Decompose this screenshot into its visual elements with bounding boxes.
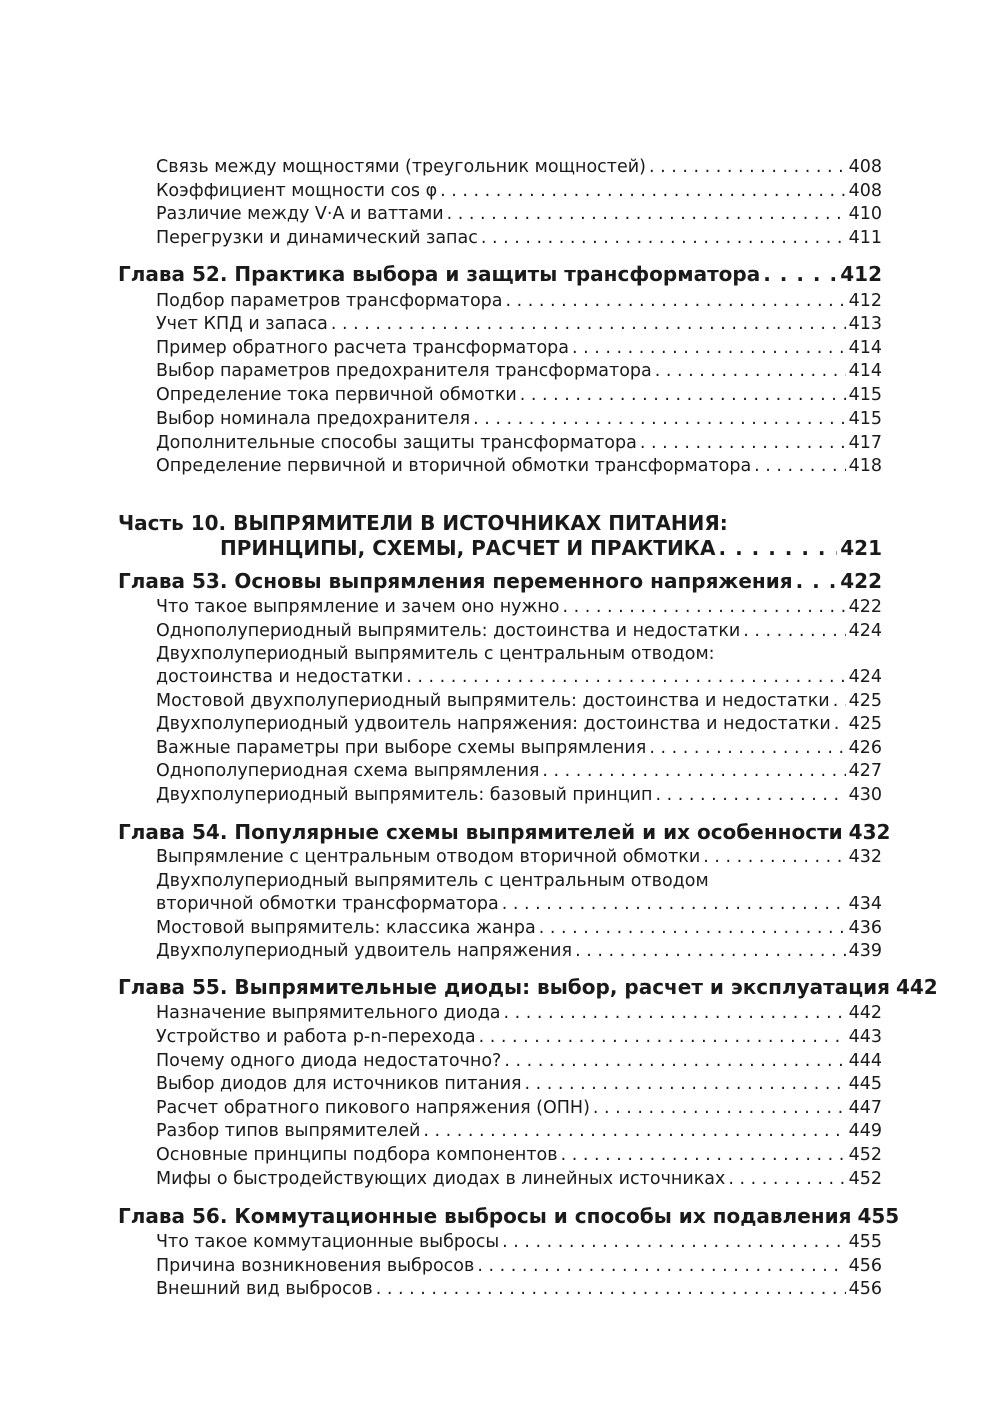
entry-title: Назначение выпрямительного диода	[156, 1003, 501, 1023]
part-10-title-line1: Часть 10. ВЫПРЯМИТЕЛИ В ИСТОЧНИКАХ ПИТАНИЯ:	[118, 511, 728, 535]
toc-entry[interactable]	[156, 432, 882, 456]
entry-title: достоинства и недостатки	[156, 667, 404, 687]
toc-entry[interactable]	[156, 1097, 882, 1121]
leader-dots	[477, 1255, 845, 1279]
entry-page: 444	[848, 1051, 882, 1071]
chapter-page: 455	[857, 1204, 900, 1228]
entry-page: 411	[848, 228, 882, 248]
entry-title: Определение первичной и вторичной обмотки трансформатора	[156, 456, 752, 476]
leader-dots	[447, 203, 846, 227]
toc-entry[interactable]	[156, 893, 882, 917]
entry-page: 447	[848, 1098, 882, 1118]
leader-dots	[502, 893, 846, 917]
chapter-title: Глава 54. Популярные схемы выпрямителей и их особенности	[118, 820, 843, 844]
toc-entry[interactable]	[156, 760, 882, 784]
entry-title: Мифы о быстродействующих диодах в линейных источниках	[156, 1169, 726, 1189]
leader-dots	[520, 384, 846, 408]
entry-title: Что такое коммутационные выбросы	[156, 1232, 500, 1252]
entry-page: 425	[848, 714, 882, 734]
toc-entry[interactable]	[156, 620, 882, 644]
entry-page: 456	[848, 1256, 882, 1276]
leader-dots	[728, 1168, 845, 1192]
chapter-53-heading[interactable]	[118, 568, 882, 594]
entry-page: 414	[848, 361, 882, 381]
toc-entry[interactable]	[156, 384, 882, 408]
entry-title: Определение тока первичной обмотки	[156, 385, 517, 405]
entry-title: Выбор диодов для источников питания	[156, 1074, 522, 1094]
entry-page: 422	[848, 597, 882, 617]
entry-title: Коэффициент мощности cos φ	[156, 181, 438, 201]
entry-title: Мостовой двухполупериодный выпрямитель: достоинства и недостатки	[156, 691, 830, 711]
entry-page: 427	[848, 761, 882, 781]
toc-entry[interactable]	[156, 203, 882, 227]
toc-entry[interactable]	[156, 713, 882, 737]
chapter-54-heading[interactable]	[118, 819, 891, 845]
entry-title: вторичной обмотки трансформатора	[156, 894, 499, 914]
entry-page: 424	[848, 621, 882, 641]
toc-entry[interactable]	[156, 1144, 882, 1168]
entry-page: 439	[848, 941, 882, 961]
leader-dots	[754, 455, 845, 479]
leader-dots	[562, 596, 845, 620]
chapter-title: Глава 55. Выпрямительные диоды: выбор, расчет и эксплуатация	[118, 975, 890, 999]
toc-entry[interactable]	[156, 666, 882, 690]
chapter-title: Глава 52. Практика выбора и защиты трансформатора	[118, 262, 761, 286]
toc-entry[interactable]	[156, 156, 882, 180]
leader-dots	[479, 1026, 846, 1050]
entry-title: Устройство и работа p-n-перехода	[156, 1027, 476, 1047]
toc-entry[interactable]	[156, 1231, 882, 1255]
entry-page: 413	[848, 314, 882, 334]
toc-entry[interactable]	[156, 1050, 882, 1074]
entry-page: 442	[848, 1003, 882, 1023]
entry-title: Выпрямление с центральным отводом вторичной обмотки	[156, 847, 701, 867]
toc-entry[interactable]	[156, 290, 882, 314]
entry-page: 425	[848, 691, 882, 711]
entry-page: 415	[848, 385, 882, 405]
entry-page: 418	[848, 456, 882, 476]
entry-page: 410	[848, 204, 882, 224]
chapter-page: 412	[840, 262, 882, 286]
chapter-56-heading[interactable]	[118, 1203, 900, 1229]
leader-dots	[703, 846, 845, 870]
chapter-55-heading[interactable]	[118, 974, 938, 1000]
leader-dots	[406, 666, 845, 690]
toc-entry[interactable]	[156, 846, 882, 870]
leader-dots	[503, 1002, 845, 1026]
entry-title: Расчет обратного пикового напряжения (ОПН)	[156, 1098, 590, 1118]
leader-dots	[796, 568, 838, 594]
entry-title: Почему одного диода недостаточно?	[156, 1051, 502, 1071]
entry-title: Двухполупериодный выпрямитель: базовый принцип	[156, 785, 653, 805]
leader-dots	[473, 408, 845, 432]
entry-page: 449	[848, 1121, 882, 1141]
entry-title: Внешний вид выбросов	[156, 1279, 373, 1299]
part-title-line2: ПРИНЦИПЫ, СХЕМЫ, РАСЧЕТ И ПРАКТИКА	[220, 536, 716, 560]
toc-entry[interactable]	[156, 408, 882, 432]
leader-dots	[743, 620, 845, 644]
entry-page: 412	[848, 291, 882, 311]
toc-entry[interactable]	[156, 455, 882, 479]
leader-dots	[833, 690, 846, 714]
entry-page: 430	[848, 785, 882, 805]
entry-title: Учет КПД и запаса	[156, 314, 328, 334]
leader-dots	[649, 737, 845, 761]
entry-title: Однополупериодный выпрямитель: достоинства и недостатки	[156, 621, 741, 641]
chapter-52-heading[interactable]	[118, 261, 882, 287]
leader-dots	[506, 290, 846, 314]
leader-dots	[542, 760, 845, 784]
part-10-heading[interactable]	[220, 535, 882, 561]
part-page: 421	[840, 536, 882, 560]
toc-entry[interactable]	[156, 227, 882, 251]
toc-entry[interactable]	[156, 337, 882, 361]
leader-dots	[640, 432, 846, 456]
leader-dots	[561, 1144, 846, 1168]
toc-entry[interactable]	[156, 180, 882, 204]
toc-entry[interactable]	[156, 313, 882, 337]
toc-entry[interactable]	[156, 1168, 882, 1192]
entry-page: 436	[848, 918, 882, 938]
entry-title: Однополупериодная схема выпрямления	[156, 761, 540, 781]
entry-page: 452	[848, 1169, 882, 1189]
chapter-page: 442	[895, 975, 938, 999]
leader-dots	[331, 313, 846, 337]
leader-dots	[834, 713, 846, 737]
entry-page: 452	[848, 1145, 882, 1165]
entry-title: Мостовой выпрямитель: классика жанра	[156, 918, 536, 938]
toc-entry[interactable]	[156, 596, 882, 620]
leader-dots	[440, 180, 845, 204]
entry-title: Важные параметры при выборе схемы выпрямления	[156, 738, 647, 758]
entry-title: Выбор номинала предохранителя	[156, 409, 471, 429]
entry-page: 408	[848, 157, 882, 177]
entry-title: Перегрузки и динамический запас	[156, 228, 478, 248]
leader-dots	[502, 1231, 845, 1255]
toc-entry[interactable]	[156, 784, 882, 808]
leader-dots	[719, 535, 838, 561]
toc-entry[interactable]	[156, 737, 882, 761]
entry-page: 424	[848, 667, 882, 687]
leader-dots	[655, 784, 845, 808]
entry-title: Выбор параметров предохранителя трансформатора	[156, 361, 652, 381]
entry-title: Пример обратного расчета трансформатора	[156, 338, 569, 358]
toc-entry[interactable]	[156, 1026, 882, 1050]
entry-page: 443	[848, 1027, 882, 1047]
leader-dots	[525, 1073, 846, 1097]
leader-dots	[423, 1120, 845, 1144]
entry-page: 432	[848, 847, 882, 867]
entry-page: 445	[848, 1074, 882, 1094]
entry-title: Дополнительные способы защиты трансформатора	[156, 433, 637, 453]
entry-title: Разбор типов выпрямителей	[156, 1121, 421, 1141]
entry-page: 426	[848, 738, 882, 758]
leader-dots	[504, 1050, 845, 1074]
toc-entry[interactable]	[156, 1002, 882, 1026]
entry-page: 417	[848, 433, 882, 453]
entry-title: Основные принципы подбора компонентов	[156, 1145, 558, 1165]
entry-title: Связь между мощностями (треугольник мощностей)	[156, 157, 646, 177]
toc-entry[interactable]	[156, 1073, 882, 1097]
leader-dots	[481, 227, 846, 251]
toc-entry[interactable]	[156, 1278, 882, 1302]
entry-page: 434	[848, 894, 882, 914]
toc-entry[interactable]	[156, 940, 882, 964]
entry-title-line1[interactable]: Двухполупериодный выпрямитель с центральным отводом:	[156, 644, 715, 664]
leader-dots	[649, 156, 846, 180]
leader-dots	[763, 261, 837, 287]
leader-dots	[593, 1097, 846, 1121]
entry-title: Различие между V·A и ваттами	[156, 204, 444, 224]
entry-page: 456	[848, 1279, 882, 1299]
chapter-title: Глава 53. Основы выпрямления переменного напряжения	[118, 569, 793, 593]
entry-page: 455	[848, 1232, 882, 1252]
entry-title: Что такое выпрямление и зачем оно нужно	[156, 597, 560, 617]
entry-title: Двухполупериодный удвоитель напряжения: достоинства и недостатки	[156, 714, 831, 734]
chapter-page: 432	[848, 820, 891, 844]
chapter-page: 422	[840, 569, 882, 593]
leader-dots	[655, 360, 846, 384]
entry-title: Причина возникновения выбросов	[156, 1256, 475, 1276]
entry-title: Подбор параметров трансформатора	[156, 291, 503, 311]
toc-entry[interactable]	[156, 1255, 882, 1279]
entry-title-line1[interactable]: Двухполупериодный выпрямитель с центральным отводом	[156, 871, 709, 891]
chapter-title: Глава 56. Коммутационные выбросы и способы их подавления	[118, 1204, 852, 1228]
leader-dots	[572, 337, 846, 361]
entry-title: Двухполупериодный удвоитель напряжения	[156, 941, 573, 961]
entry-page: 414	[848, 338, 882, 358]
toc-entry[interactable]	[156, 690, 882, 714]
toc-entry[interactable]	[156, 360, 882, 384]
toc-entry[interactable]	[156, 917, 882, 941]
leader-dots	[539, 917, 846, 941]
leader-dots	[376, 1278, 846, 1302]
toc-entry[interactable]	[156, 1120, 882, 1144]
entry-page: 408	[848, 181, 882, 201]
leader-dots	[575, 940, 846, 964]
entry-page: 415	[848, 409, 882, 429]
